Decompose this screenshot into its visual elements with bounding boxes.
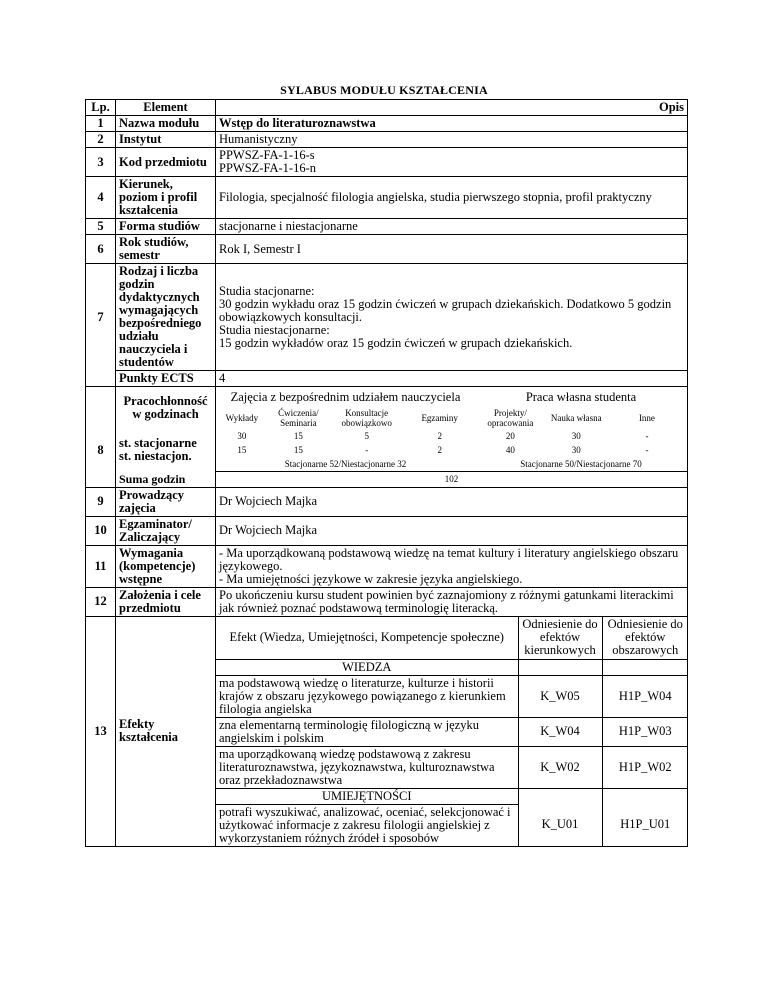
prerequisite-item: - Ma umiejętności językowe w zakresie języka angielskiego. bbox=[219, 571, 523, 586]
row-opis: stacjonarne i niestacjonarne bbox=[216, 219, 688, 235]
col-cwiczenia: Ćwiczenia/ Seminaria bbox=[278, 408, 319, 428]
workload-lp-bottom bbox=[86, 472, 116, 488]
row-element: Punkty ECTS bbox=[116, 371, 216, 387]
workload-lp-top bbox=[86, 387, 116, 430]
header-row bbox=[86, 100, 688, 116]
col-nauka: Nauka własna bbox=[550, 413, 602, 423]
effect-row bbox=[216, 717, 688, 746]
sum-label: Suma godzin bbox=[116, 472, 216, 488]
row-3 bbox=[86, 148, 688, 177]
row-10 bbox=[86, 516, 688, 545]
row-opis bbox=[216, 148, 688, 177]
stac-value: 15 bbox=[293, 431, 303, 441]
ects-value: 4 bbox=[216, 371, 688, 387]
workload-sum-row bbox=[86, 472, 688, 488]
row-lp: 12 bbox=[86, 587, 116, 616]
empty-cell bbox=[602, 659, 688, 675]
row-opis: Humanistyczny bbox=[216, 132, 688, 148]
row-1 bbox=[86, 116, 688, 132]
effect-row bbox=[216, 804, 688, 846]
group-self-label: Praca własna studenta bbox=[525, 390, 637, 404]
empty-cell bbox=[602, 788, 688, 804]
effect-kier: K_W05 bbox=[518, 675, 602, 717]
header-opis: Opis bbox=[216, 100, 688, 116]
col-wyklady: Wykłady bbox=[225, 413, 259, 423]
col-inne: Inne bbox=[638, 413, 655, 423]
group-contact-label: Zajęcia z bezpośrednim udziałem nauczyciela bbox=[230, 390, 461, 404]
niestac-value: 40 bbox=[505, 445, 515, 455]
row-lp: 2 bbox=[86, 132, 116, 148]
row-lp: 11 bbox=[86, 545, 116, 587]
effect-obsz: H1P_U01 bbox=[602, 804, 688, 846]
niestac-value: 30 bbox=[571, 445, 581, 455]
stac-value: 30 bbox=[571, 431, 581, 441]
sum-self: Stacjonarne 50/Niestacjonarne 70 bbox=[520, 459, 642, 469]
col-projekty: Projekty/ opracowania bbox=[487, 408, 534, 428]
row-lp: 10 bbox=[86, 516, 116, 545]
row-element: Kierunek, poziom i profil kształcenia bbox=[116, 177, 216, 219]
row-ects bbox=[86, 371, 688, 387]
row-lp: 7 bbox=[86, 264, 116, 371]
sum-total: 102 bbox=[216, 472, 688, 488]
row-element: Nazwa modułu bbox=[116, 116, 216, 132]
hours-line: 30 godzin wykładu oraz 15 godzin ćwiczeń w grupach dziekańskich. Dodatkowo 5 godzin obowiązkowych konsultacji. bbox=[219, 296, 672, 324]
header-element: Element bbox=[116, 100, 216, 116]
workload-label: Pracochłonność w godzinach bbox=[116, 387, 216, 430]
col-konsultacje: Konsultacje obowiązkowo bbox=[341, 408, 392, 428]
effect-obsz: H1P_W04 bbox=[602, 675, 688, 717]
hours-line: Studia niestacjonarne: bbox=[219, 322, 330, 337]
stac-value: 2 bbox=[437, 431, 442, 441]
effects-col-effect: Efekt (Wiedza, Umiejętności, Kompetencje społeczne) bbox=[216, 617, 518, 660]
row-element: Założenia i cele przedmiotu bbox=[116, 587, 216, 616]
document-title: SYLABUS MODUŁU KSZTAŁCENIA bbox=[280, 83, 488, 97]
instructor: Dr Wojciech Majka bbox=[216, 487, 688, 516]
row-lp: 6 bbox=[86, 235, 116, 264]
row-opis: Filologia, specjalność filologia angielska, studia pierwszego stopnia, profil praktyczny bbox=[216, 177, 688, 219]
niestac-value: 15 bbox=[293, 445, 303, 455]
row-11 bbox=[86, 545, 688, 587]
niestac-value: - bbox=[365, 445, 369, 455]
row-6 bbox=[86, 235, 688, 264]
effect-kier: K_U01 bbox=[518, 804, 602, 846]
row-12 bbox=[86, 587, 688, 616]
row-2 bbox=[86, 132, 688, 148]
row-element: Rok studiów, semestr bbox=[116, 235, 216, 264]
prerequisite-item: - Ma uporządkowaną podstawową wiedzę na temat kultury i literatury angielskiego obszaru językowego. bbox=[219, 545, 679, 573]
row-5 bbox=[86, 219, 688, 235]
workload-columns bbox=[216, 387, 688, 430]
workload-stac-row bbox=[86, 429, 688, 472]
course-code-n: PPWSZ-FA-1-16-n bbox=[219, 161, 316, 175]
row-element: Prowadzący zajęcia bbox=[116, 487, 216, 516]
col-egzaminy: Egzaminy bbox=[421, 413, 458, 423]
effect-obsz: H1P_W02 bbox=[602, 746, 688, 788]
niestac-value: - bbox=[645, 445, 649, 455]
module-name: Wstęp do literaturoznawstwa bbox=[216, 116, 688, 132]
workload-lp: 8 bbox=[86, 429, 116, 472]
effect-text: ma uporządkowaną wiedzę podstawową z zakresu literaturoznawstwa, językoznawstwa, kulturoznawstwa oraz przekładoznawstwa bbox=[216, 746, 518, 788]
row-opis bbox=[216, 264, 688, 371]
stac-value: 20 bbox=[505, 431, 515, 441]
sum-contact: Stacjonarne 52/Niestacjonarne 32 bbox=[284, 459, 407, 469]
workload-values bbox=[216, 429, 688, 472]
effect-kier: K_W02 bbox=[518, 746, 602, 788]
effects-col-obsz: Odniesienie do efektów obszarowych bbox=[602, 617, 688, 660]
effect-row bbox=[216, 746, 688, 788]
effect-text: zna elementarną terminologię filologiczną w języku angielskim i polskim bbox=[216, 717, 518, 746]
section-wiedza: WIEDZA bbox=[216, 659, 518, 675]
syllabus-table bbox=[85, 99, 688, 847]
workload-rowlabels bbox=[116, 429, 216, 472]
row-lp: 4 bbox=[86, 177, 116, 219]
row-element: Wymagania (kompetencje) wstępne bbox=[116, 545, 216, 587]
row-4 bbox=[86, 177, 688, 219]
stac-value: - bbox=[645, 431, 649, 441]
empty-cell bbox=[518, 788, 602, 804]
niestac-label: st. niestacjon. bbox=[119, 449, 192, 464]
row-lp: 9 bbox=[86, 487, 116, 516]
row-13 bbox=[86, 616, 688, 846]
row-opis: Rok I, Semestr I bbox=[216, 235, 688, 264]
effects-header bbox=[216, 617, 688, 660]
row-element: Forma studiów bbox=[116, 219, 216, 235]
effect-row bbox=[216, 675, 688, 717]
row-lp: 5 bbox=[86, 219, 116, 235]
hours-line: Studia stacjonarne: bbox=[219, 283, 315, 298]
row-lp bbox=[86, 371, 116, 387]
effect-text: potrafi wyszukiwać, analizować, oceniać, selekcjonować i użytkować informacje z zakresu filologii angielskiej z wykorzystaniem różnych źródeł i sposobów bbox=[216, 804, 518, 846]
course-code-s: PPWSZ-FA-1-16-s bbox=[219, 148, 315, 162]
niestac-value: 2 bbox=[437, 445, 442, 455]
row-lp: 13 bbox=[86, 616, 116, 846]
row-element: Instytut bbox=[116, 132, 216, 148]
row-lp: 3 bbox=[86, 148, 116, 177]
effects-table bbox=[216, 617, 688, 846]
effects-cell bbox=[216, 616, 688, 846]
stac-value: 30 bbox=[237, 431, 247, 441]
course-goals: Po ukończeniu kursu student powinien być zaznajomiony z różnymi gatunkami literackimi jak również poznać podstawową terminologię literacką. bbox=[216, 587, 688, 616]
examiner: Dr Wojciech Majka bbox=[216, 516, 688, 545]
row-lp: 1 bbox=[86, 116, 116, 132]
row-element: Kod przedmiotu bbox=[116, 148, 216, 177]
effect-obsz: H1P_W03 bbox=[602, 717, 688, 746]
header-lp: Lp. bbox=[86, 100, 116, 116]
effect-text: ma podstawową wiedzę o literaturze, kulturze i historii krajów z obszaru językowego powiązanego z kierunkiem filologia angielska bbox=[216, 675, 518, 717]
row-element: Rodzaj i liczba godzin dydaktycznych wymagających bezpośredniego udziału nauczyciela i studentów bbox=[116, 264, 216, 371]
stac-value: 5 bbox=[364, 431, 369, 441]
section-umiejetnosci: UMIEJĘTNOŚCI bbox=[216, 788, 518, 804]
hours-line: 15 godzin wykładów oraz 15 godzin ćwiczeń w grupach dziekańskich. bbox=[219, 335, 573, 350]
empty-cell bbox=[518, 659, 602, 675]
row-9 bbox=[86, 487, 688, 516]
effect-kier: K_W04 bbox=[518, 717, 602, 746]
niestac-value: 15 bbox=[237, 445, 247, 455]
row-element: Efekty kształcenia bbox=[116, 616, 216, 846]
prerequisites bbox=[216, 545, 688, 587]
stac-label: st. stacjonarne bbox=[119, 436, 197, 451]
effects-col-kier: Odniesienie do efektów kierunkowych bbox=[518, 617, 602, 660]
row-element: Egzaminator/ Zaliczający bbox=[116, 516, 216, 545]
workload-header-row bbox=[86, 387, 688, 430]
row-7 bbox=[86, 264, 688, 371]
